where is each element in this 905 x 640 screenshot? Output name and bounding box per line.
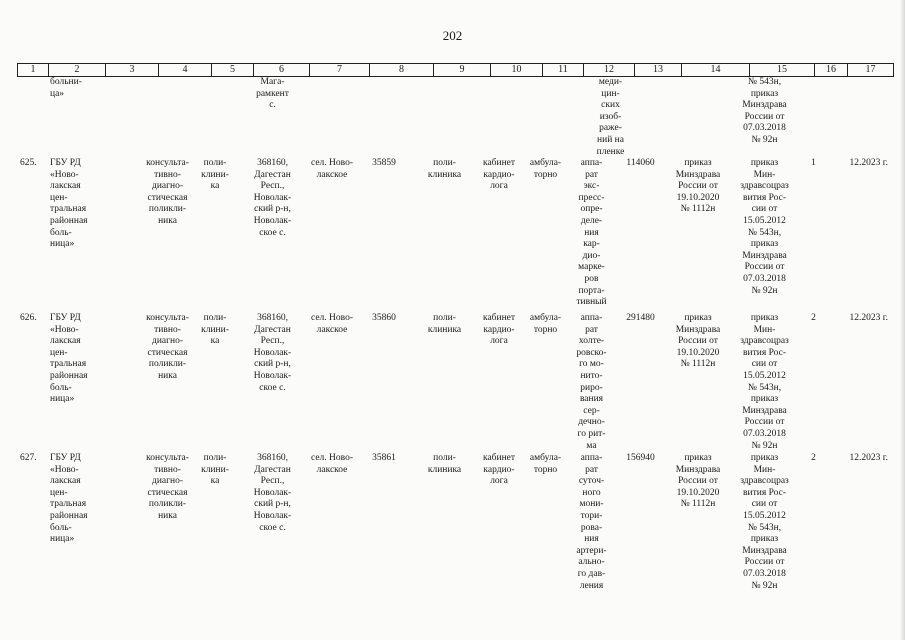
- code: 35860: [372, 313, 396, 323]
- regulation-reference: приказ Мин- здравсоцраз вития Рос- сии от 15.05.2012 № 543н, приказ Минздрава России от 07.03.2018 № 92н: [740, 158, 789, 296]
- column-header-10: 10: [490, 64, 542, 76]
- column-header-3: 3: [105, 64, 158, 76]
- facility-type: поли- клини- ка: [201, 158, 229, 192]
- order-reference: приказ Минздрава России от 19.10.2020 № 1112н: [675, 313, 721, 370]
- scan-edge-shadow: [900, 0, 905, 640]
- column-header-12: 12: [583, 64, 634, 76]
- continuation-address: Мага- рамкент с.: [256, 77, 289, 111]
- column-header-9: 9: [433, 64, 490, 76]
- cabinet: кабинет кардио- лога: [482, 158, 516, 192]
- row-number: 625.: [20, 158, 37, 168]
- column-header-2: 2: [48, 64, 105, 76]
- continuation-organization: больни- ца»: [50, 77, 82, 99]
- code: 35859: [372, 158, 396, 168]
- column-header-7: 7: [309, 64, 369, 76]
- row-number: 627.: [20, 453, 37, 463]
- column-header-4: 4: [158, 64, 211, 76]
- equipment-name: аппа- рат экс- пресс- опре- деле- ния кар- дио- марке- ров порта- тивный: [576, 158, 607, 308]
- settlement: сел. Ново- лакское: [311, 453, 353, 475]
- column-header-6: 6: [253, 64, 309, 76]
- order-reference: приказ Минздрава России от 19.10.2020 № 1112н: [675, 158, 721, 215]
- unit-type: консульта- тивно- диагно- стическая поликли- ника: [146, 158, 189, 226]
- equipment-name: аппа- рат суточ- ного мони- тори- рова- ния артери- ально- го дав- ления: [576, 453, 607, 591]
- column-header-8: 8: [369, 64, 433, 76]
- facility-type: поли- клини- ка: [201, 453, 229, 487]
- care-mode: амбула- торно: [529, 158, 562, 180]
- settlement: сел. Ново- лакское: [311, 158, 353, 180]
- column-header-5: 5: [211, 64, 253, 76]
- equipment-code: 156940: [626, 453, 655, 463]
- regulation-reference: приказ Мин- здравсоцраз вития Рос- сии от 15.05.2012 № 543н, приказ Минздрава России от 07.03.2018 № 92н: [740, 453, 789, 591]
- settlement: сел. Ново- лакское: [311, 313, 353, 335]
- equipment-name: аппа- рат холте- ровско- го мо- нито- риро- вания сер- дечно- го рит- ма: [576, 313, 607, 451]
- column-header-1: 1: [17, 64, 48, 76]
- facility-address: 368160, Дагестан Респ., Новолак- ский р-н, Новолак- ское с.: [253, 158, 292, 238]
- column-header-16: 16: [814, 64, 847, 76]
- care-mode: амбула- торно: [529, 313, 562, 335]
- column-header-13: 13: [634, 64, 681, 76]
- department: поли- клиника: [427, 158, 462, 180]
- quantity: 2: [811, 313, 816, 323]
- facility-address: 368160, Дагестан Респ., Новолак- ский р-н, Новолак- ское с.: [253, 313, 292, 393]
- page-number: 202: [442, 28, 463, 43]
- deadline: 12.2023 г.: [849, 313, 888, 323]
- cabinet: кабинет кардио- лога: [482, 313, 516, 347]
- facility-type: поли- клини- ка: [201, 313, 229, 347]
- organization-name: ГБУ РД «Ново- лакская цен- тральная районная боль- ница»: [50, 158, 88, 250]
- deadline: 12.2023 г.: [849, 453, 888, 463]
- facility-address: 368160, Дагестан Респ., Новолак- ский р-н, Новолак- ское с.: [253, 453, 292, 533]
- quantity: 2: [811, 453, 816, 463]
- continuation-regulation: № 543н, приказ Минздрава России от 07.03.2018 № 92н: [742, 77, 787, 145]
- unit-type: консульта- тивно- диагно- стическая поликли- ника: [146, 453, 189, 521]
- column-header-15: 15: [749, 64, 814, 76]
- column-header-11: 11: [542, 64, 583, 76]
- unit-type: консульта- тивно- диагно- стическая поликли- ника: [146, 313, 189, 381]
- organization-name: ГБУ РД «Ново- лакская цен- тральная районная боль- ница»: [50, 453, 88, 545]
- column-header-14: 14: [681, 64, 749, 76]
- regulation-reference: приказ Мин- здравсоцраз вития Рос- сии от 15.05.2012 № 543н, приказ Минздрава России от 07.03.2018 № 92н: [740, 313, 789, 451]
- equipment-code: 114060: [626, 158, 655, 168]
- organization-name: ГБУ РД «Ново- лакская цен- тральная районная боль- ница»: [50, 313, 88, 405]
- table-header-row: [17, 63, 894, 77]
- care-mode: амбула- торно: [529, 453, 562, 475]
- equipment-code: 291480: [626, 313, 655, 323]
- code: 35861: [372, 453, 396, 463]
- continuation-equipment: меди- цин- ских изоб- раже- ний на пленке: [596, 77, 625, 157]
- department: поли- клиника: [427, 453, 462, 475]
- order-reference: приказ Минздрава России от 19.10.2020 № 1112н: [675, 453, 721, 510]
- column-header-17: 17: [847, 64, 894, 76]
- quantity: 1: [811, 158, 816, 168]
- row-number: 626.: [20, 313, 37, 323]
- deadline: 12.2023 г.: [849, 158, 888, 168]
- department: поли- клиника: [427, 313, 462, 335]
- cabinet: кабинет кардио- лога: [482, 453, 516, 487]
